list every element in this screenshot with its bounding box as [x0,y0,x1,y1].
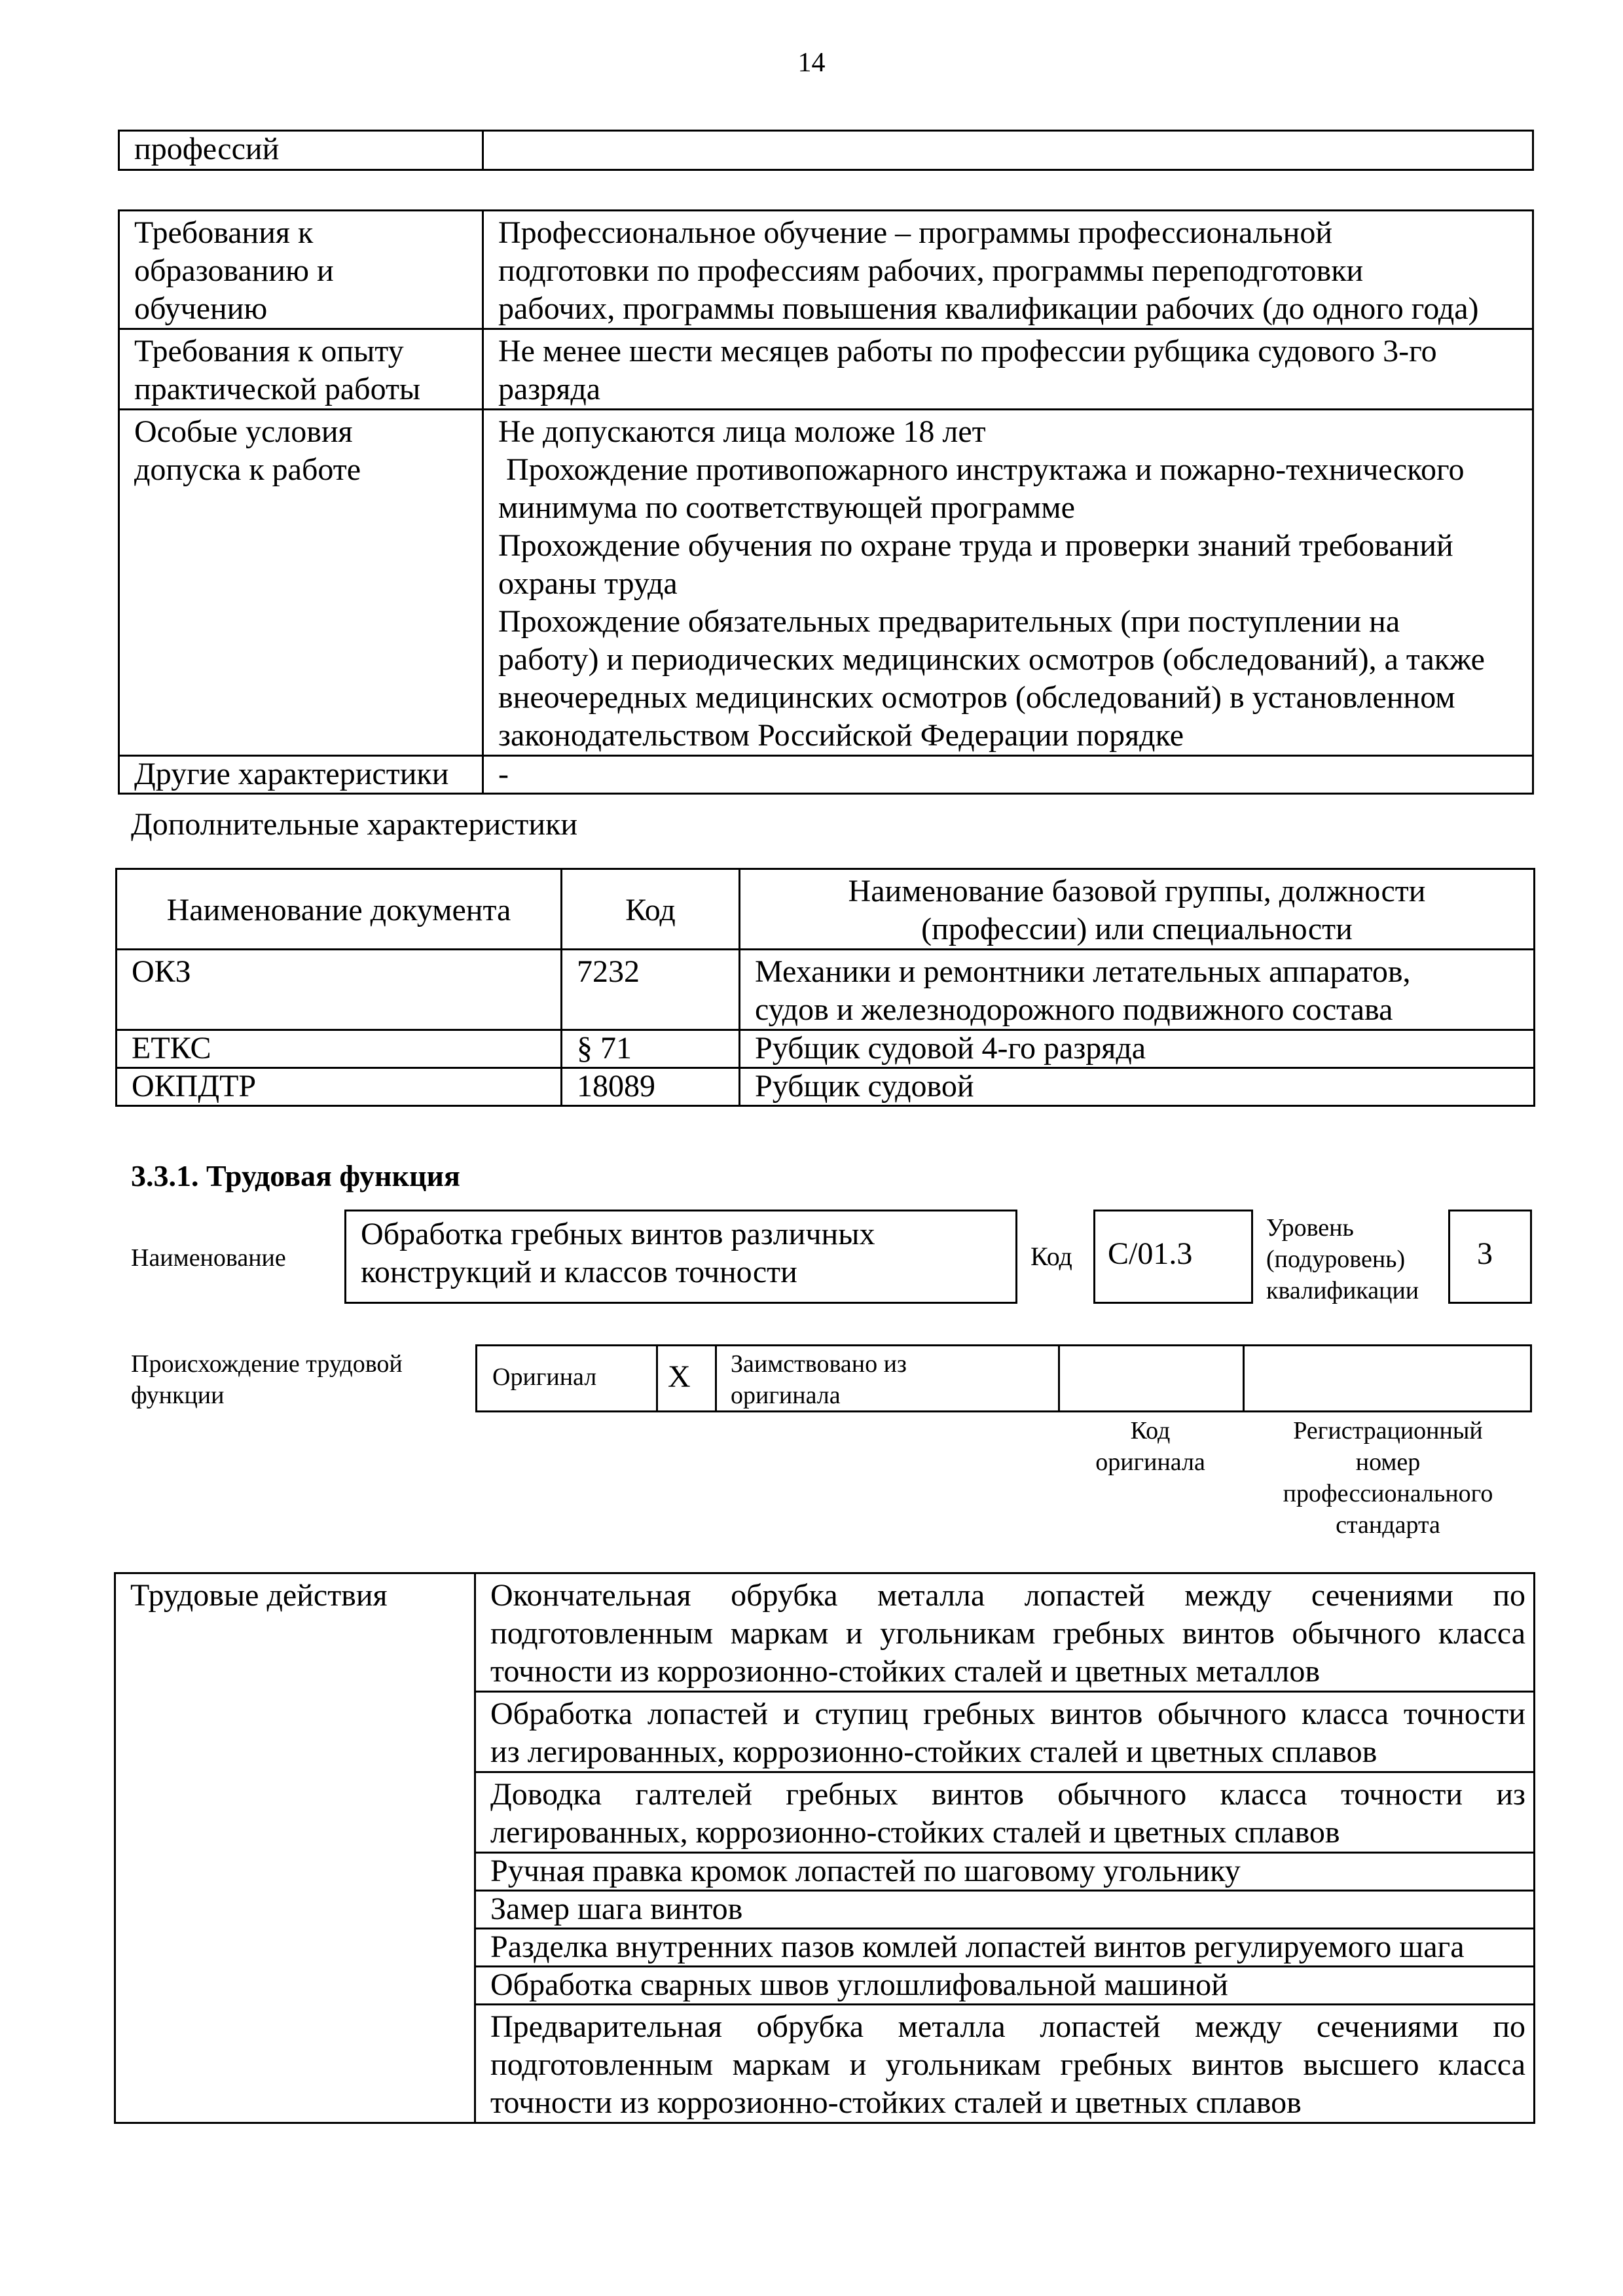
code-label: Код [1030,1242,1072,1271]
professions-value [483,131,1533,170]
level-label [1256,1212,1448,1306]
labor-action-line: точности из коррозионно-стойких сталей и цветных сплавов [490,2085,1302,2120]
labor-action-item [475,1573,1535,1692]
function-heading: 3.3.1. Трудовая функция [131,1159,460,1193]
labor-action-item: Ручная правка кромок лопастей по шаговому угольнику [475,1853,1535,1891]
doc-cell: ОКЗ [117,950,562,1030]
origin-divider [715,1344,717,1412]
experience-value [483,329,1533,410]
name-label: Наименование [131,1244,286,1272]
special-conditions-label [119,410,483,756]
reg-number-caption [1244,1415,1532,1541]
education-label-line: образованию и [134,253,334,288]
experience-label-line: Требования к опыту [134,334,404,368]
origin-divider [656,1344,658,1412]
special-conditions-line: минимума по соответствующей программе [498,490,1075,525]
group-cell-line: Механики и ремонтники летательных аппаратов, [755,954,1411,989]
level-value: 3 [1477,1236,1493,1271]
level-label-line: (подуровень) [1266,1246,1406,1273]
education-label [119,211,483,329]
labor-action-item [475,2005,1535,2123]
origin-label [131,1348,403,1411]
origin-box [475,1344,1532,1412]
labor-action-line: Обработка лопастей и ступиц гребных винтов обычного класса точности [490,1696,1525,1731]
education-value-line: подготовки по профессиям рабочих, программы переподготовки [498,253,1364,288]
group-cell: Рубщик судовой [740,1068,1535,1106]
original-mark: X [668,1359,691,1394]
labor-action-item: Замер шага винтов [475,1891,1535,1929]
origin-label-line: Происхождение трудовой [131,1350,403,1378]
labor-action-line: Окончательная обрубка металла лопастей между сечениями по [490,1578,1525,1613]
labor-actions-table [114,1572,1535,2124]
labor-actions-label: Трудовые действия [115,1573,475,2123]
level-label-line: Уровень [1266,1214,1354,1242]
base-group-header [740,869,1535,950]
borrowed-label [731,1348,907,1411]
code-cell: 18089 [562,1068,740,1106]
labor-action-item: Обработка сварных швов углошлифовальной машиной [475,1967,1535,2005]
group-cell-line: судов и железнодорожного подвижного состава [755,992,1393,1027]
reg-number-caption-line: стандарта [1336,1511,1440,1539]
original-label: Оригинал [492,1363,597,1391]
labor-action-line: подготовленным маркам и угольникам гребных винтов обычного класса [490,1616,1525,1651]
other-characteristics-value: - [483,756,1533,794]
group-cell [740,950,1535,1030]
experience-label [119,329,483,410]
function-name-box [344,1210,1017,1304]
function-code-value: C/01.3 [1108,1236,1193,1271]
special-conditions-value [483,410,1533,756]
special-conditions-line: охраны труда [498,566,678,601]
education-value [483,211,1533,329]
special-conditions-line: работу) и периодических медицинских осмотров (обследований), а также [498,642,1485,677]
labor-action-line: точности из коррозионно-стойких сталей и цветных металлов [490,1654,1321,1689]
borrowed-label-line: Заимствовано из [731,1350,907,1378]
function-name-line: Обработка гребных винтов различных [361,1217,875,1251]
base-group-header-line: Наименование базовой группы, должности [848,874,1426,908]
function-name-line: конструкций и классов точности [361,1255,797,1289]
special-conditions-line: Прохождение обучения по охране труда и проверки знаний требований [498,528,1453,563]
borrowed-label-line: оригинала [731,1382,841,1409]
origin-label-line: функции [131,1382,225,1409]
doc-cell: ОКПДТР [117,1068,562,1106]
code-cell: § 71 [562,1030,740,1068]
code-cell: 7232 [562,950,740,1030]
labor-action-item: Разделка внутренних пазов комлей лопастей винтов регулируемого шага [475,1929,1535,1967]
code-header: Код [562,869,740,950]
page-number: 14 [797,48,826,78]
group-cell: Рубщик судовой 4-го разряда [740,1030,1535,1068]
special-conditions-label-line: Особые условия [134,414,353,449]
origin-divider [1058,1344,1060,1412]
education-label-line: Требования к [134,215,314,250]
reg-number-caption-line: профессионального [1283,1480,1493,1507]
origin-divider [1243,1344,1245,1412]
labor-action-item [475,1772,1535,1853]
additional-characteristics-table [115,868,1535,1107]
code-original-caption [1058,1415,1243,1478]
experience-value-line: разряда [498,372,601,406]
labor-action-item [475,1692,1535,1772]
experience-label-line: практической работы [134,372,421,406]
reg-number-caption-line: Регистрационный [1293,1417,1483,1444]
special-conditions-line: внеочередных медицинских осмотров (обследований) в установленном [498,680,1455,715]
code-original-caption-line: оригинала [1095,1448,1205,1476]
base-group-header-line: (профессии) или специальности [921,912,1353,946]
special-conditions-line: Прохождение противопожарного инструктажа и пожарно-технического [498,452,1465,487]
professions-table [118,130,1534,171]
labor-action-line: из легированных, коррозионно-стойких сталей и цветных сплавов [490,1734,1377,1769]
labor-action-line: Предварительная обрубка металла лопастей между сечениями по [490,2009,1525,2044]
doc-cell: ЕТКС [117,1030,562,1068]
reg-number-caption-line: номер [1355,1448,1421,1476]
labor-action-line: легированных, коррозионно-стойких сталей и цветных сплавов [490,1815,1340,1850]
additional-characteristics-title: Дополнительные характеристики [131,807,578,842]
special-conditions-label-line: допуска к работе [134,452,361,487]
labor-action-line: Доводка галтелей гребных винтов обычного класса точности из [490,1777,1525,1812]
education-value-line: Профессиональное обучение – программы профессиональной [498,215,1333,250]
special-conditions-line: Не допускаются лица моложе 18 лет [498,414,986,449]
other-characteristics-label: Другие характеристики [119,756,483,794]
code-original-caption-line: Код [1130,1417,1171,1444]
level-label-line: квалификации [1266,1277,1419,1304]
special-conditions-line: Прохождение обязательных предварительных (при поступлении на [498,604,1400,639]
special-conditions-line: законодательством Российской Федерации порядке [498,718,1184,753]
experience-value-line: Не менее шести месяцев работы по профессии рубщика судового 3-го [498,334,1437,368]
education-label-line: обучению [134,291,268,326]
doc-name-header: Наименование документа [117,869,562,950]
requirements-table [118,209,1534,795]
professions-label: профессий [119,131,483,170]
education-value-line: рабочих, программы повышения квалификации рабочих (до одного года) [498,291,1479,326]
labor-action-line: подготовленным маркам и угольникам гребных винтов высшего класса [490,2047,1525,2082]
